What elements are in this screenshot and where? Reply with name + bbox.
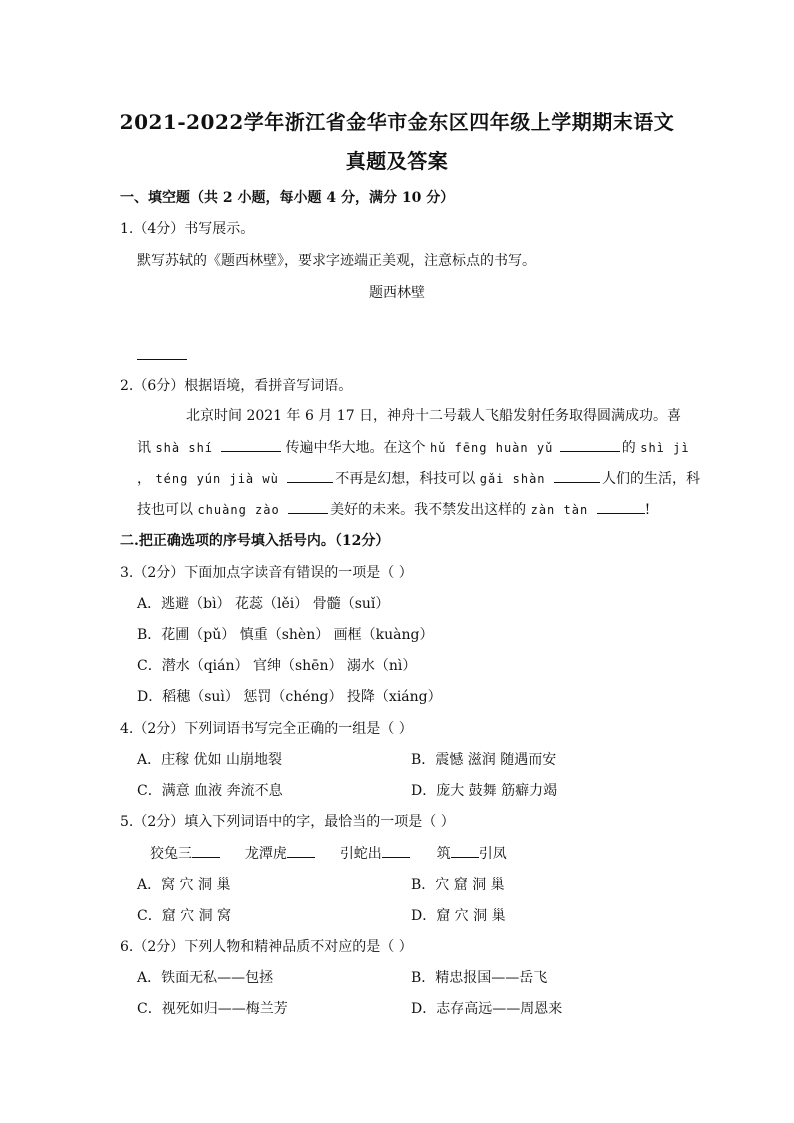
answer-blank[interactable] (137, 345, 187, 360)
page-title-line2: 真题及答案 (345, 149, 449, 173)
q5-option-d[interactable]: D．窟 穴 洞 巢 (411, 908, 506, 924)
answer-blank[interactable] (221, 437, 281, 452)
q2-stem: 2.（6分）根据语境，看拼音写词语。 (120, 378, 353, 394)
q3-option-d[interactable]: D．稻穗（suì） 惩罚（chéng） 投降（xiáng） (137, 689, 442, 705)
q5-option-b[interactable]: B．穴 窟 洞 巢 (411, 877, 505, 893)
answer-blank[interactable] (192, 843, 220, 858)
text: 传遍中华大地。在这个 (285, 440, 426, 456)
q1-stem: 1.（4分）书写展示。 (120, 221, 255, 237)
q5-words (150, 843, 507, 863)
word-1: 狡兔三 (150, 846, 192, 862)
answer-blank[interactable] (597, 499, 645, 514)
word-4a: 筑 (436, 846, 451, 862)
q2-paragraph-line4 (137, 499, 650, 519)
q6-option-d[interactable]: D．志存高远——周恩来 (411, 1001, 563, 1017)
q2-paragraph-line3 (137, 468, 700, 488)
pinyin-zantan: zàn tàn (530, 503, 589, 517)
pinyin-chuangzao: chuàng zào (197, 503, 280, 517)
q3-stem: 3.（2分）下面加点字读音有错误的一项是（ ） (120, 565, 413, 581)
answer-blank[interactable] (554, 468, 600, 483)
q6-option-a[interactable]: A．铁面无私——包拯 (137, 970, 274, 986)
text: 的 (621, 440, 636, 456)
answer-blank[interactable] (451, 843, 479, 858)
q4-option-b[interactable]: B．震憾 滋润 随遇而安 (411, 752, 557, 768)
q5-stem: 5.（2分）填入下列词语中的字，最恰当的一项是（ ） (120, 814, 455, 830)
pinyin-shashi: shà shí (155, 441, 214, 455)
text: ， (137, 471, 151, 487)
q2-paragraph-line1: 北京时间 2021 年 6 月 17 日，神舟十二号载人飞船发射任务取得圆满成功。喜 (186, 408, 682, 424)
section2-heading: 二.把正确选项的序号填入括号内。（12分） (120, 533, 390, 549)
text: 美好的未来。我不禁发出这样的 (330, 502, 527, 518)
word-2: 龙潭虎 (244, 846, 287, 862)
answer-blank[interactable] (382, 843, 410, 858)
pinyin-hufenghuanyu: hǔ fēng huàn yǔ (429, 441, 554, 455)
text: 讯 (137, 440, 151, 456)
q4-option-d[interactable]: D．庞大 鼓舞 筋癖力竭 (411, 783, 558, 799)
q1-poem-title: 题西林壁 (369, 285, 425, 301)
q4-option-c[interactable]: C．满意 血液 奔流不息 (137, 783, 283, 799)
answer-blank[interactable] (287, 843, 315, 858)
text: ! (644, 502, 651, 518)
q6-stem: 6.（2分）下列人物和精神品质不对应的是（ ） (120, 939, 413, 955)
text: 人们的生活，科 (601, 471, 700, 487)
pinyin-tengyunjiawu: téng yún jià wù (155, 472, 279, 486)
q1-answer-line[interactable] (137, 345, 187, 364)
answer-blank[interactable] (287, 468, 333, 483)
q4-stem: 4.（2分）下列词语书写完全正确的一组是（ ） (120, 721, 413, 737)
text: 技也可以 (137, 502, 193, 518)
pinyin-gaishan: gǎi shàn (479, 472, 546, 486)
section1-heading: 一、填空题（共 2 小题，每小题 4 分，满分 10 分） (120, 190, 455, 206)
q6-option-b[interactable]: B．精忠报国——岳飞 (411, 970, 548, 986)
q4-option-a[interactable]: A．庄稼 优如 山崩地裂 (137, 752, 283, 768)
pinyin-shiji: shì jì (640, 441, 690, 455)
q3-option-a[interactable]: A．逃避（bì） 花蕊（lěi） 骨髓（suǐ） (137, 596, 390, 612)
q6-option-c[interactable]: C．视死如归——梅兰芳 (137, 1001, 288, 1017)
q5-option-c[interactable]: C．窟 穴 洞 窝 (137, 908, 232, 924)
page-title-line1: 2021-2022学年浙江省金华市金东区四年级上学期期末语文 (119, 110, 675, 134)
q3-option-b[interactable]: B．花圃（pǔ） 慎重（shèn） 画框（kuàng） (137, 627, 434, 643)
word-3: 引蛇出 (339, 846, 382, 862)
q5-option-a[interactable]: A．窝 穴 洞 巢 (137, 877, 231, 893)
answer-blank[interactable] (560, 437, 620, 452)
answer-blank[interactable] (288, 499, 328, 514)
q2-paragraph-line2 (137, 437, 690, 457)
text: 不再是幻想，科技可以 (335, 471, 476, 487)
word-4b: 引凤 (478, 846, 507, 862)
q3-option-c[interactable]: C．潜水（qián） 官绅（shēn） 溺水（nì） (137, 658, 417, 674)
q1-instruction: 默写苏轼的《题西林壁》，要求字迹端正美观，注意标点的书写。 (137, 253, 536, 269)
